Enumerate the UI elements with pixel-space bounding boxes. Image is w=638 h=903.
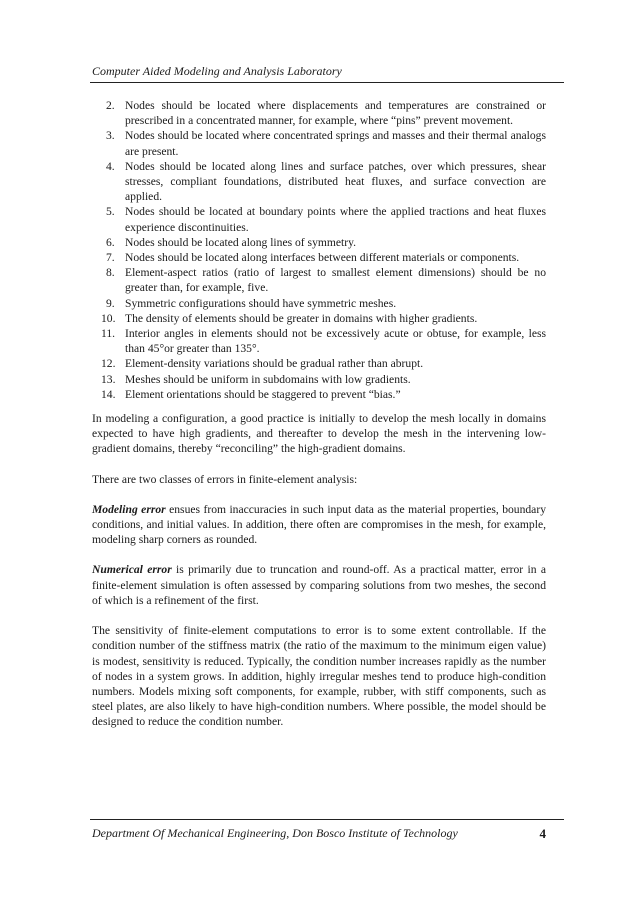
list-text: Nodes should be located where displacements and temperatures are constrained or prescribed in a concentrated manner, for example, where “pins” prevent movement. (125, 99, 546, 128)
list-text: The density of elements should be greater in domains with higher gradients. (125, 311, 478, 325)
list-number: 2. (106, 99, 115, 112)
list-number: 8. (106, 266, 115, 280)
paragraph-mesh-practice: In modeling a configuration, a good practice is initially to develop the mesh locally in domains expected to have high gradients, and thereafter to develop the mesh in the intervening low-gradient domains, thereby “reconciling” the high-gradient domains. (92, 412, 546, 456)
list-text: Nodes should be located along lines and surface patches, over which pressures, shear stresses, compliant foundations, distributed heat fluxes, and surface convection are applied. (125, 159, 546, 204)
list-number: 7. (106, 251, 115, 265)
list-text: Nodes should be located along lines of symmetry. (125, 235, 357, 249)
list-number: 9. (106, 296, 115, 310)
paragraph-numerical-error (92, 562, 546, 608)
page-body (92, 98, 546, 745)
list-text: Element orientations should be staggered to prevent “bias.” (125, 387, 401, 401)
list-number: 6. (106, 235, 115, 249)
list-text: Nodes should be located at boundary points where the applied tractions and heat fluxes experience discontinuities. (125, 205, 546, 234)
paragraph-sensitivity: The sensitivity of finite-element computations to error is to some extent controllable. If the condition number of the stiffness matrix (the ratio of the maximum to the minimum eigen value) is modest, sensitivity is reduced. Typically, the condition number increases rapidly as the number of nodes in a system grows. In addition, highly irregular meshes tend to produce high-condition numbers. Models mixing soft components, for example, rubber, with stiff components, such as steel plates, are also likely to have high-condition numbers. Where possible, the model should be designed to reduce the condition number. (92, 624, 546, 729)
list-item (92, 250, 546, 265)
list-item (92, 235, 546, 250)
header-divider (90, 82, 564, 83)
list-number: 13. (101, 372, 116, 386)
list-item (92, 128, 546, 158)
paragraph-modeling-error (92, 502, 546, 548)
list-number: 4. (106, 159, 115, 173)
term-numerical-error: Numerical error (92, 563, 172, 577)
list-item (92, 372, 546, 387)
running-header: Computer Aided Modeling and Analysis Laboratory (92, 64, 342, 78)
list-number: 11. (101, 327, 116, 341)
list-item (92, 159, 546, 205)
list-number: 5. (106, 205, 115, 219)
list-item (92, 326, 546, 356)
guidelines-list (92, 98, 546, 402)
list-text: Meshes should be uniform in subdomains with low gradients. (125, 372, 411, 386)
list-item (92, 356, 546, 371)
list-text: Element-aspect ratios (ratio of largest to smallest element dimensions) should be no greater than, for example, five. (125, 266, 546, 295)
list-text: Symmetric configurations should have symmetric meshes. (125, 296, 397, 310)
list-number: 14. (101, 387, 116, 401)
list-item (92, 98, 546, 128)
list-item (92, 265, 546, 295)
footer-department: Department Of Mechanical Engineering, Don Bosco Institute of Technology (92, 826, 458, 840)
list-number: 12. (101, 357, 116, 371)
page-footer (92, 826, 546, 841)
list-item (92, 387, 546, 402)
list-text: Interior angles in elements should not be excessively acute or obtuse, for example, less than 45°or greater than 135°. (125, 327, 546, 356)
list-text: Nodes should be located along interfaces between different materials or components. (125, 251, 520, 265)
footer-divider (90, 819, 564, 820)
list-item (92, 204, 546, 234)
paragraph-error-classes: There are two classes of errors in finite-element analysis: (92, 472, 358, 486)
list-number: 3. (106, 129, 115, 143)
list-number: 10. (101, 311, 116, 325)
paragraph-text: is primarily due to truncation and round-off. As a practical matter, error in a finite-element simulation is often assessed by comparing solutions from two meshes, the second of which is a refinement of the first. (92, 563, 546, 607)
list-item (92, 311, 546, 326)
paragraph-text: ensues from inaccuracies in such input data as the material properties, boundary conditions, and initial values. In addition, there often are compromises in the mesh, for example, modeling sharp corners as rounded. (92, 502, 546, 547)
list-text: Nodes should be located where concentrated springs and masses and their thermal analogs are present. (125, 129, 546, 158)
page-number: 4 (539, 826, 546, 841)
term-modeling-error: Modeling error (92, 502, 166, 516)
list-text: Element-density variations should be gradual rather than abrupt. (125, 357, 424, 371)
list-item (92, 296, 546, 311)
